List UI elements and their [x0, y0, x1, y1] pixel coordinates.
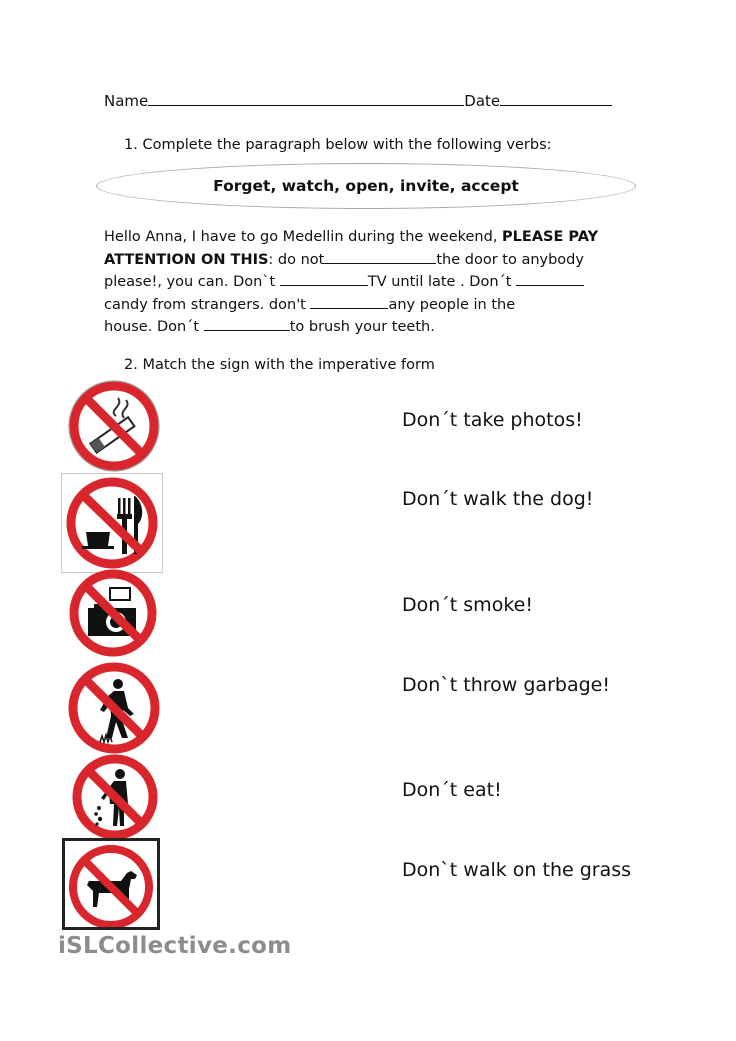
no-littering-sign-icon	[70, 752, 160, 842]
paragraph-text: to brush your teeth.	[289, 319, 435, 335]
verbs-ellipse	[96, 163, 636, 209]
name-label: Name	[104, 92, 149, 110]
paragraph-text: any people in the	[388, 296, 516, 313]
phrase-item: Don`t walk on the grass	[402, 859, 632, 881]
paragraph-emphasis: ATTENTION ON THIS	[104, 251, 269, 268]
phrase-item: Don`t throw garbage!	[402, 674, 610, 696]
phrase-item: Don´t take photos!	[402, 409, 583, 431]
watermark-logo: iSLCollective.com	[58, 933, 292, 959]
paragraph-text: candy from strangers. don't	[104, 296, 311, 313]
paragraph-text: house. Don´t	[104, 319, 204, 335]
paragraph-text: Hello Anna, I have to go Medellin during the weekend,	[104, 229, 503, 245]
no-eating-sign-icon	[61, 473, 163, 573]
phrase-item: Don´t smoke!	[402, 594, 533, 616]
paragraph-emphasis: PLEASE PAY	[502, 229, 599, 245]
paragraph-text: the door to anybody	[436, 251, 584, 268]
name-date-header	[104, 90, 612, 110]
paragraph-text: : do not	[268, 251, 325, 268]
date-label: Date	[464, 92, 501, 110]
date-blank-line	[500, 90, 612, 106]
paragraph-line-4	[104, 294, 644, 317]
paragraph-line-1	[104, 226, 644, 249]
fill-in-paragraph	[104, 226, 644, 339]
section2-instruction: 2. Match the sign with the imperative form	[124, 357, 435, 373]
name-blank-line	[148, 90, 464, 106]
paragraph-line-3	[104, 271, 644, 294]
blank-accept	[516, 271, 584, 286]
paragraph-line-2	[104, 249, 644, 272]
no-smoking-sign-icon	[68, 380, 160, 472]
no-walking-on-grass-sign-icon	[66, 660, 162, 756]
no-photos-sign-icon	[66, 568, 160, 658]
blank-open	[324, 249, 436, 264]
blank-forget	[204, 316, 290, 331]
verbs-list: Forget, watch, open, invite, accept	[213, 177, 519, 195]
blank-invite	[310, 294, 388, 309]
phrase-item: Don´t eat!	[402, 779, 502, 801]
paragraph-text: please!, you can. Don`t	[104, 274, 280, 290]
paragraph-text: TV until late . Don´t	[367, 274, 517, 290]
phrase-item: Don´t walk the dog!	[402, 488, 594, 510]
no-dogs-sign-icon	[62, 838, 160, 930]
paragraph-line-5	[104, 316, 644, 339]
blank-watch	[280, 271, 368, 286]
section1-instruction: 1. Complete the paragraph below with the following verbs:	[124, 137, 552, 153]
